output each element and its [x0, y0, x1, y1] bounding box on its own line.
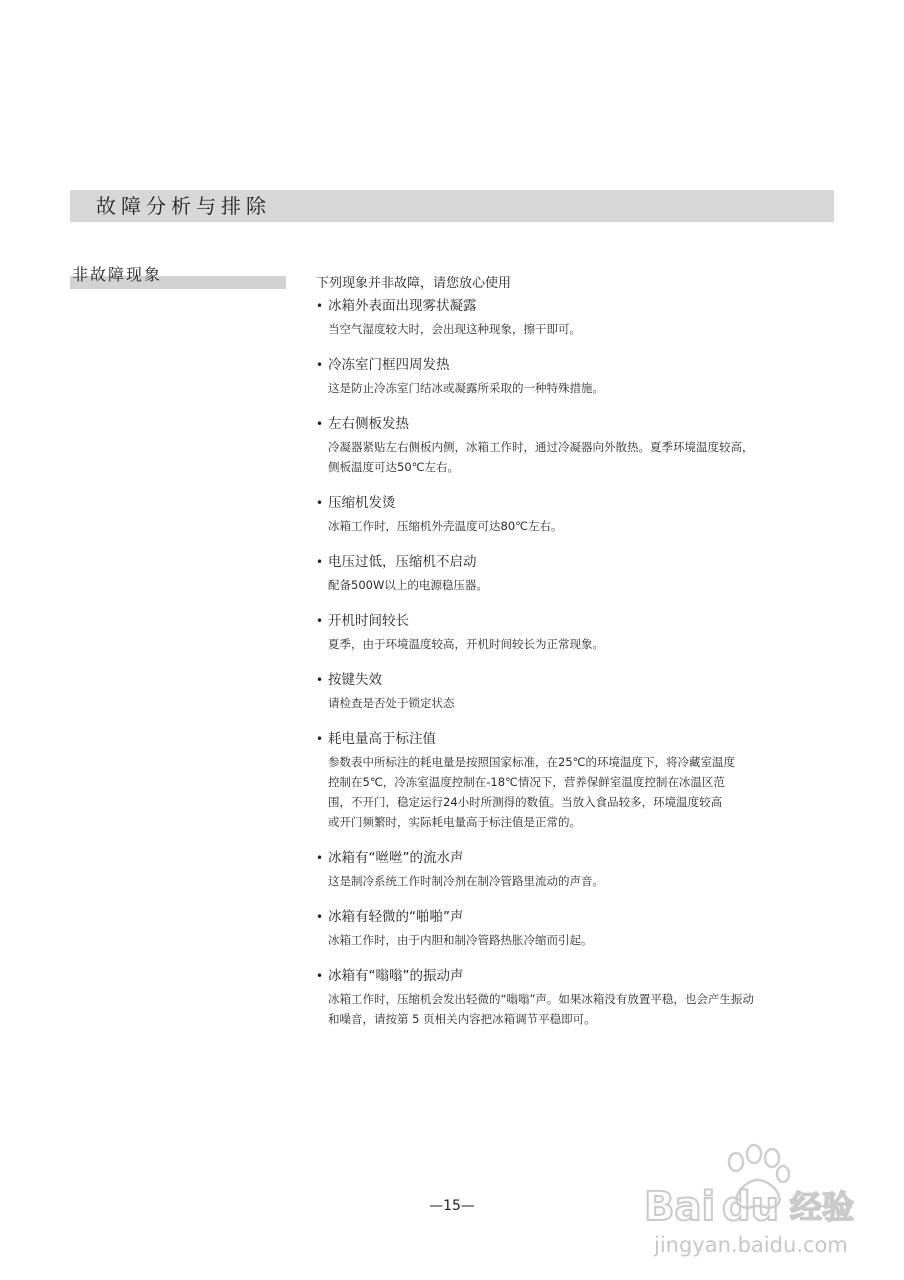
- description-line: 或开门频繁时，实际耗电量高于标注值是正常的。: [328, 815, 581, 829]
- bullet-icon: •: [316, 555, 324, 569]
- item-description: [316, 871, 844, 891]
- item-title: [316, 907, 844, 927]
- description-line: 围，不开门，稳定运行24小时所测得的数值。当放入食品较多，环境温度较高: [328, 795, 723, 809]
- item-title-text: 电压过低，压缩机不启动: [328, 554, 477, 570]
- item-title-text: 按键失效: [328, 672, 382, 688]
- list-item: [316, 670, 844, 713]
- item-title: [316, 355, 844, 375]
- item-description: [316, 930, 844, 950]
- description-line: 冰箱工作时，压缩机外壳温度可达80℃左右。: [328, 519, 563, 533]
- item-title-text: 冰箱外表面出现雾状凝露: [328, 298, 477, 314]
- watermark-cn: 经验: [790, 1188, 855, 1226]
- item-title: [316, 966, 844, 986]
- bullet-icon: •: [316, 496, 324, 510]
- description-line: 冰箱工作时，压缩机会发出轻微的“嗡嗡”声。如果冰箱没有放置平稳，也会产生振动: [328, 992, 754, 1006]
- watermark-url: jingyan.baidu.com: [654, 1233, 848, 1257]
- item-description: [316, 634, 844, 654]
- item-title-text: 左右侧板发热: [328, 416, 409, 432]
- item-title: [316, 848, 844, 868]
- item-title: [316, 729, 844, 749]
- content-area: [316, 274, 844, 1045]
- item-title-text: 耗电量高于标注值: [328, 731, 436, 747]
- item-title: [316, 296, 844, 316]
- item-description: [316, 989, 844, 1029]
- list-item: [316, 848, 844, 891]
- item-title-text: 冷冻室门框四周发热: [328, 357, 450, 373]
- watermark-brand: Bai: [644, 1184, 716, 1230]
- item-title-text: 冰箱有“嗡嗡”的振动声: [328, 968, 464, 984]
- bullet-icon: •: [316, 417, 324, 431]
- watermark-brand-du: du: [722, 1184, 780, 1230]
- item-description: [316, 693, 844, 713]
- item-title: [316, 552, 844, 572]
- bullet-icon: •: [316, 969, 324, 983]
- description-line: 冷凝器紧贴左右侧板内侧，冰箱工作时，通过冷凝器向外散热。夏季环境温度较高，: [328, 440, 754, 454]
- bullet-icon: •: [316, 851, 324, 865]
- item-description: [316, 319, 844, 339]
- description-line: 这是制冷系统工作时制冷剂在制冷管路里流动的声音。: [328, 874, 604, 888]
- description-line: 夏季，由于环境温度较高，开机时间较长为正常现象。: [328, 637, 604, 651]
- item-title-text: 冰箱有“咝咝”的流水声: [328, 850, 464, 866]
- item-list: [316, 296, 844, 1029]
- page-number: —15—: [429, 1198, 475, 1214]
- item-description: [316, 752, 844, 832]
- description-line: 冰箱工作时，由于内胆和制冷管路热胀冷缩而引起。: [328, 933, 593, 947]
- bullet-icon: •: [316, 299, 324, 313]
- description-line: 和噪音，请按第 5 页相关内容把冰箱调节平稳即可。: [328, 1012, 596, 1026]
- chapter-header: [70, 190, 834, 222]
- item-title: [316, 670, 844, 690]
- item-title-text: 冰箱有轻微的“啪啪”声: [328, 909, 464, 925]
- list-item: [316, 966, 844, 1029]
- item-title-text: 开机时间较长: [328, 613, 409, 629]
- description-line: 这是防止冷冻室门结冰或凝露所采取的一种特殊措施。: [328, 381, 604, 395]
- intro-text: 下列现象并非故障，请您放心使用: [316, 276, 512, 291]
- list-item: [316, 907, 844, 950]
- list-item: [316, 493, 844, 536]
- description-line: 配备500W以上的电源稳压器。: [328, 578, 488, 592]
- bullet-icon: •: [316, 673, 324, 687]
- list-item: [316, 296, 844, 339]
- list-item: [316, 355, 844, 398]
- item-title: [316, 493, 844, 513]
- description-line: 侧板温度可达50℃左右。: [328, 460, 460, 474]
- item-description: [316, 575, 844, 595]
- description-line: 参数表中所标注的耗电量是按照国家标准，在25℃的环境温度下，将冷藏室温度: [328, 755, 736, 769]
- description-line: 请检查是否处于锁定状态: [328, 696, 455, 710]
- list-item: [316, 729, 844, 832]
- item-description: [316, 516, 844, 536]
- bullet-icon: •: [316, 910, 324, 924]
- section-title: 非故障现象: [72, 265, 163, 284]
- baidu-jingyan-watermark: [640, 1140, 890, 1265]
- bullet-icon: •: [316, 358, 324, 372]
- list-item: [316, 552, 844, 595]
- bullet-icon: •: [316, 614, 324, 628]
- item-description: [316, 378, 844, 398]
- list-item: [316, 414, 844, 477]
- chapter-title: 故障分析与排除: [96, 194, 271, 218]
- item-title-text: 压缩机发烫: [328, 495, 396, 511]
- description-line: 控制在5℃，冷冻室温度控制在-18℃情况下，营养保鲜室温度控制在冰温区范: [328, 775, 725, 789]
- description-line: 当空气湿度较大时，会出现这种现象，擦干即可。: [328, 322, 581, 336]
- bullet-icon: •: [316, 732, 324, 746]
- item-title: [316, 414, 844, 434]
- item-description: [316, 437, 844, 477]
- item-title: [316, 611, 844, 631]
- list-item: [316, 611, 844, 654]
